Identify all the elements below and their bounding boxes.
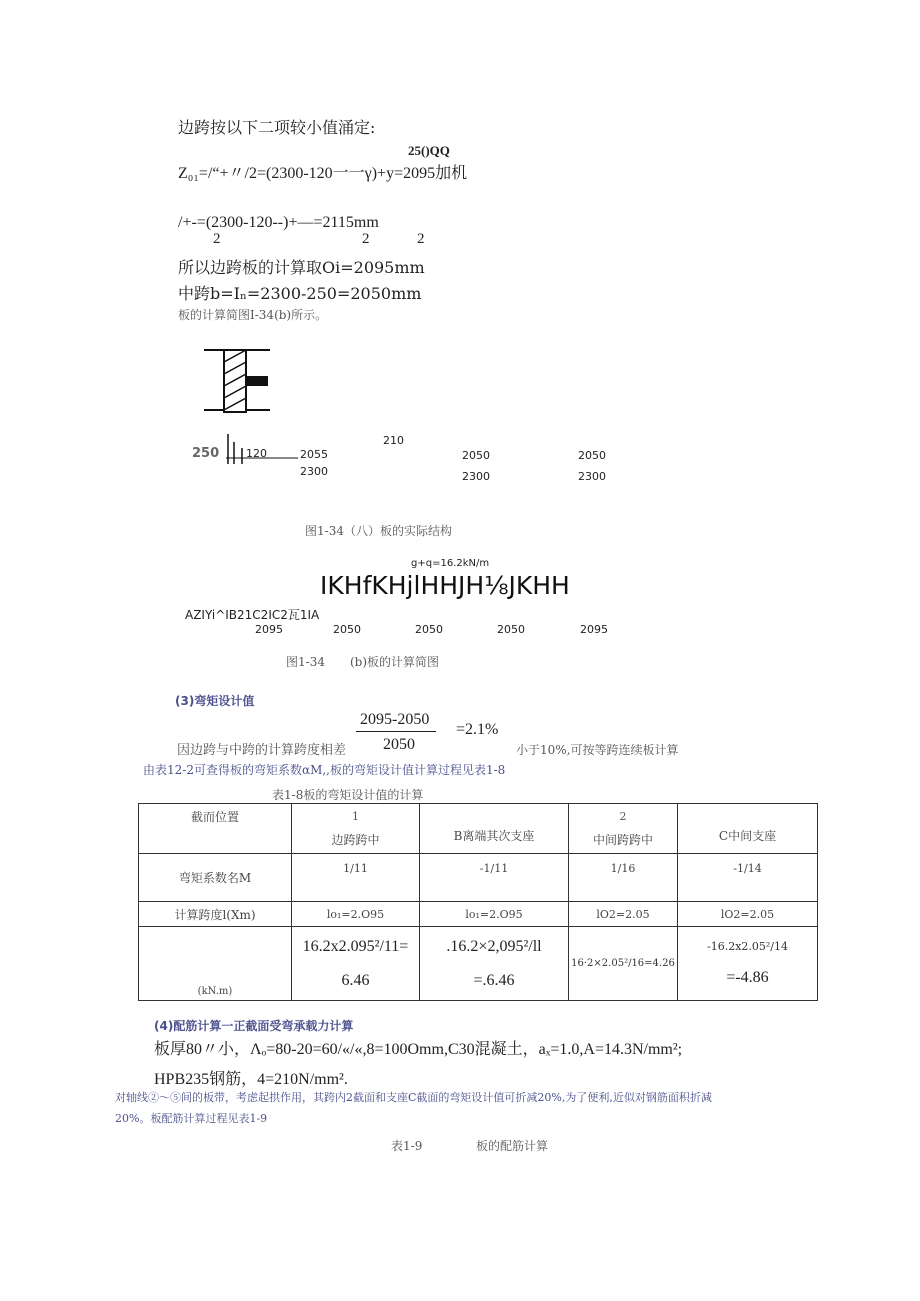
cell-coef-label: 弯矩系数名M [139, 854, 292, 902]
moment-2-value: =.6.46 [473, 971, 515, 989]
table-header-row [139, 804, 818, 854]
table-1-8-title: 表1-8板的弯矩设计值的计算 [272, 788, 424, 802]
dim-250: 250 [192, 446, 220, 461]
dim-120: 120 [246, 447, 267, 460]
table-1-9-title: 板的配筋计算 [476, 1139, 549, 1153]
cell-moment-1 [292, 927, 420, 1001]
section-4-para-1: 对轴线②～⑤间的板带，考虑起拱作用，其跨内2截面和支座C截面的弯矩设计值可折减20%,为了便利,近似对钢筋面积折减 [115, 1091, 712, 1104]
fraction-bar [356, 731, 436, 732]
cell-moment-2 [420, 927, 569, 1001]
text-line-1: 边跨按以下二项较小值涌定: [178, 118, 376, 137]
header-edge-midspan [292, 804, 420, 854]
text-line-5: 中跨b=Iₙ=2300-250=2050mm [178, 284, 422, 303]
load-label: g+q=16.2kN/m [411, 558, 490, 569]
header-label-4: C中间支座 [718, 829, 777, 843]
moment-1-value: 6.46 [341, 971, 370, 989]
header-label-0: 截而位置 [190, 810, 239, 824]
cell-span-4: lO2=2.05 [678, 902, 818, 927]
span-difference-tail: 小于10%,可按等跨连续板计算 [516, 743, 679, 757]
fraction-numerator: 2095-2050 [360, 711, 430, 728]
dim-2300-a: 2300 [300, 465, 328, 478]
fraction-result: =2.1% [456, 721, 499, 738]
header-section-position [139, 804, 292, 854]
cell-span-label: 计算跨度l(Xm) [139, 902, 292, 927]
moment-3-expr: 16·2×2.05²/16=4.26 [571, 958, 675, 969]
cell-coef-2: -1/11 [420, 854, 569, 902]
caption-fig-b-a: 图1-34 [286, 655, 325, 669]
span-1: 2095 [255, 623, 283, 636]
dim-2300-c: 2300 [578, 470, 606, 483]
span-5: 2095 [580, 623, 608, 636]
section-4-para-2: 20%。板配筋计算过程见表1-9 [115, 1112, 268, 1125]
text-line-6: 板的计算简图I-34(b)所示。 [178, 308, 328, 322]
header-top-3: 2 [619, 809, 627, 823]
beam-load-graphic: IKHfKHjlHHJH⅛JKHH [320, 571, 570, 600]
moment-4-expr: -16.2x2.05²/14 [706, 940, 789, 954]
section-4-line-1: 板厚80〃小，Λₒ=80-20=60/«/«,8=100Omm,C30混凝土，aₓ=1.0,A=14.3N/mm²; [154, 1041, 683, 1058]
section-4-heading: (4)配筋计算一正截面受弯承载力计算 [154, 1019, 354, 1033]
dim-210: 210 [383, 434, 404, 447]
cell-moment-4 [678, 927, 818, 1001]
cell-coef-3: 1/16 [569, 854, 678, 902]
moment-2-expr: .16.2×2,095²/ll [446, 938, 542, 956]
dim-2055: 2055 [300, 448, 328, 461]
moment-unit: (kN.m) [197, 986, 233, 997]
span-difference-text: 因边跨与中跨的计算跨度相差 [177, 743, 347, 758]
dim-2050-a: 2050 [462, 449, 490, 462]
table-row-span [139, 902, 818, 927]
text-overset: 25()QQ [408, 143, 450, 158]
dim-2050-b: 2050 [578, 449, 606, 462]
cell-moment-3 [569, 927, 678, 1001]
span-3: 2050 [415, 623, 443, 636]
text-line-2: Z₀₁=/“+〃/2=(2300-120一一γ)+y=2095加机 [178, 165, 468, 182]
text-line-3: /+-=(2300-120--)+—=2115mm [178, 214, 379, 231]
text-sub-2c: 2 [417, 231, 425, 247]
text-line-4: 所以边跨板的计算取Oi=2095mm [178, 258, 425, 277]
header-label-1: 边跨跨中 [331, 832, 380, 847]
header-middle-midspan [569, 804, 678, 854]
cell-coef-4: -1/14 [678, 854, 818, 902]
text-sub-2b: 2 [362, 231, 370, 247]
section-4-line-2: HPB235钢筋，4=210N/mm². [154, 1071, 348, 1088]
span-2: 2050 [333, 623, 361, 636]
caption-fig-a: 图1-34（八）板的实际结构 [305, 524, 452, 538]
header-c-support [678, 804, 818, 854]
cell-coef-1: 1/11 [292, 854, 420, 902]
fraction-denominator: 2050 [383, 736, 415, 753]
supports-label: AZIYi^IB21C2IC2瓦1IA [185, 608, 320, 622]
header-label-2: B离端其次支座 [453, 829, 535, 843]
cell-span-2: lo₁=2.O95 [420, 902, 569, 927]
table-row-coefficient [139, 854, 818, 902]
moment-1-expr: 16.2x2.095²/11= [302, 938, 409, 956]
cell-span-1: lo₁=2.O95 [292, 902, 420, 927]
header-label-3: 中间跨跨中 [592, 832, 653, 847]
table-row-moment [139, 927, 818, 1001]
header-top-1: 1 [352, 809, 359, 823]
header-b-support [420, 804, 569, 854]
dim-2300-b: 2300 [462, 470, 490, 483]
cell-span-3: lO2=2.05 [569, 902, 678, 927]
table-1-9-label: 表1-9 [391, 1139, 423, 1153]
span-4: 2050 [497, 623, 525, 636]
moment-4-value: =-4.86 [726, 968, 769, 986]
section-3-heading: (3)弯矩设计值 [175, 694, 255, 708]
lookup-text: 由表12-2可查得板的弯矩系数αM,,板的弯矩设计值计算过程见表1-8 [143, 763, 506, 777]
cell-moment-label [139, 927, 292, 1001]
text-sub-2a: 2 [213, 231, 221, 247]
caption-fig-b-b: (b)板的计算简图 [350, 655, 440, 669]
moment-table [138, 803, 818, 1001]
